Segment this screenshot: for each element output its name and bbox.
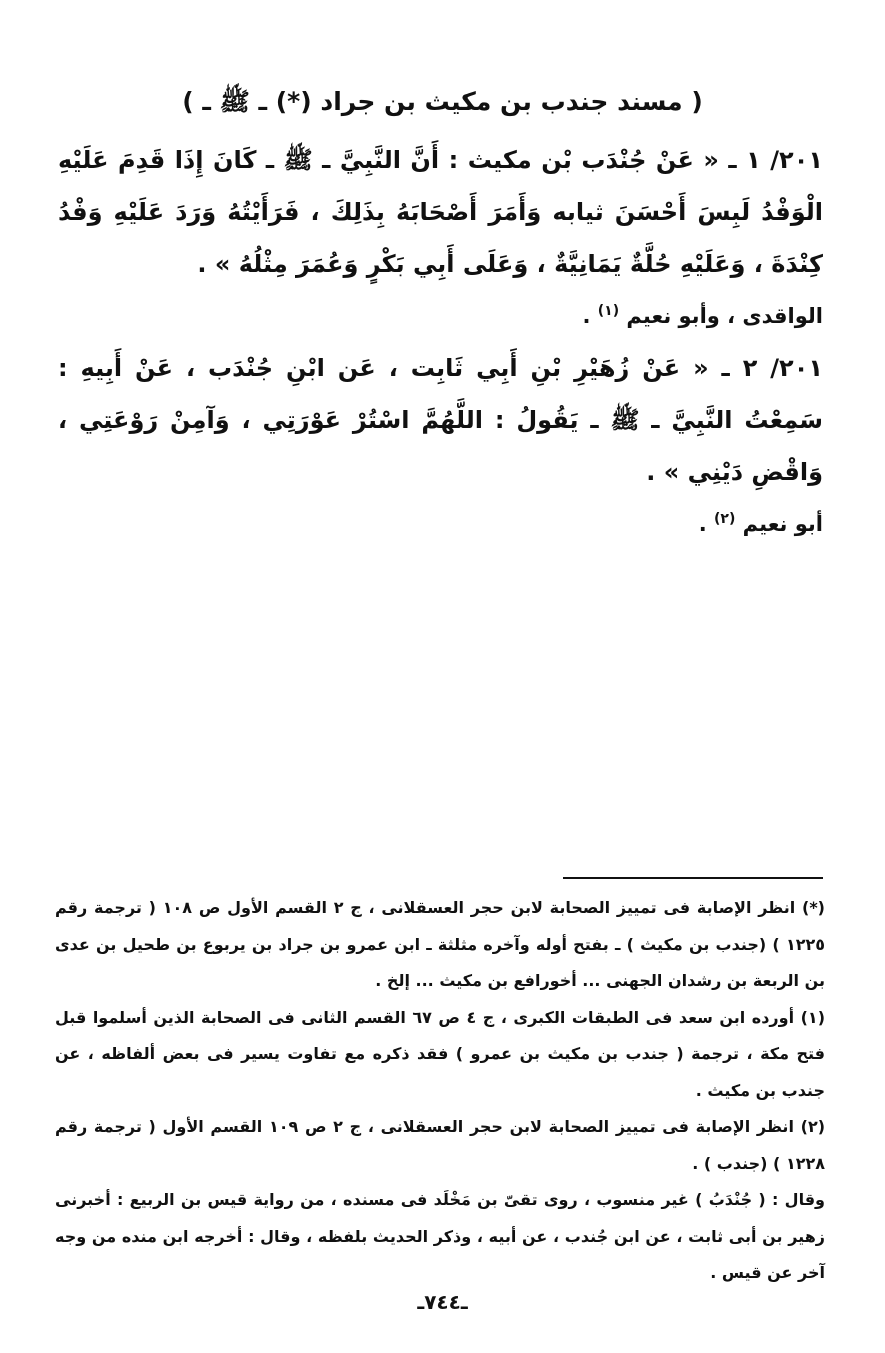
hadith-1-text: ٢٠١/ ١ ـ « عَنْ جُنْدَب بْن مكيث : أَنَّ النَّبِيَّ ـ ﷺ ـ كَانَ إِذَا قَدِمَ عَلَيْهِ الْوَفْدُ لَبِسَ أَحْسَنَ ثيابه وَأَمَرَ أَصْحَابَهُ بِذَلِكَ ، فَرَأَيْتُهُ وَرَدَ عَلَيْهِ وَفْدُ كِنْدَةَ ، وَعَلَيْهِ حُلَّةٌ يَمَانِيَّةٌ ، وَعَلَى أَبِي بَكْرٍ وَعُمَرَ مِثْلُهُ » . <box>58 146 823 278</box>
footnote-2: (٢) انظر الإصابة فى تمييز الصحابة لابن حجر العسقلانى ، ج ٢ ص ١٠٩ القسم الأول ( ترجمة رقم ١٢٢٨ ) (جندب ) . <box>55 1117 826 1173</box>
footnote-ref-2: (٢) <box>713 511 736 527</box>
footnote-ref-1: (١) <box>597 303 620 319</box>
footnote-star: (*) انظر الإصابة فى تمييز الصحابة لابن حجر العسقلانى ، ج ٢ القسم الأول ص ١٠٨ ( ترجمة رقم ١٢٢٥ ) (جندب بن مكيث ) ـ بفتح أوله وآخره مثلثة ـ ابن عمرو بن جراد بن يربوع بن طحيل بن عدى بن الربعة بن رشدان الجهنى ... أخورافع بن مكيث ... إلخ . <box>55 898 825 990</box>
page-number: ـ٧٤٤ـ <box>417 1290 468 1314</box>
footnote-2-continued: وقال : ( جُنْدَبُ ) غير منسوب ، روى تقىّ بن مَخْلَد فى مسنده ، من رواية قيس بن الربيع : أخبرنى زهير بن أبى ثابت ، عن ابن جُندب ، عن أبيه ، وذكر الحديث بلفظه ، وقال : أخرجه ابن منده من وجه آخر عن قيس . <box>55 1190 825 1282</box>
footnotes <box>55 890 825 1292</box>
footnote-divider <box>563 877 823 879</box>
footnote-1: (١) أورده ابن سعد فى الطبقات الكبرى ، ج ٤ ص ٦٧ القسم الثانى فى الصحابة الذين أسلموا قبل فتح مكة ، ترجمة ( جندب بن مكيث بن عمرو ) فقد ذكره مع تفاوت يسير فى بعض ألفاظه ، عن جندب بن مكيث . <box>55 1007 825 1100</box>
hadith-2-text: ٢٠١/ ٢ ـ « عَنْ زُهَيْرِ بْنِ أَبِي ثَابِت ، عَن ابْنِ جُنْدَب ، عَنْ أَبِيهِ : سَمِعْتُ النَّبِيَّ ـ ﷺ ـ يَقُولُ : اللَّهُمَّ اسْتُرْ عَوْرَتِي ، وَآمِنْ رَوْعَتِي ، وَاقْضِ دَيْنِي » . <box>58 354 823 486</box>
hadith-1-source-name: الواقدى ، وأبو نعيم <box>626 304 823 328</box>
hadith-2-source-name: أبو نعيم <box>742 512 823 536</box>
hadith-1-source <box>58 290 823 342</box>
section-heading: ( مسند جندب بن مكيث بن جراد (*) ـ ﷺ ـ ) <box>182 87 703 116</box>
main-text <box>58 134 823 550</box>
hadith-1-source-end: . <box>582 304 591 328</box>
hadith-2-source <box>58 498 823 550</box>
hadith-2-source-end: . <box>698 512 707 536</box>
